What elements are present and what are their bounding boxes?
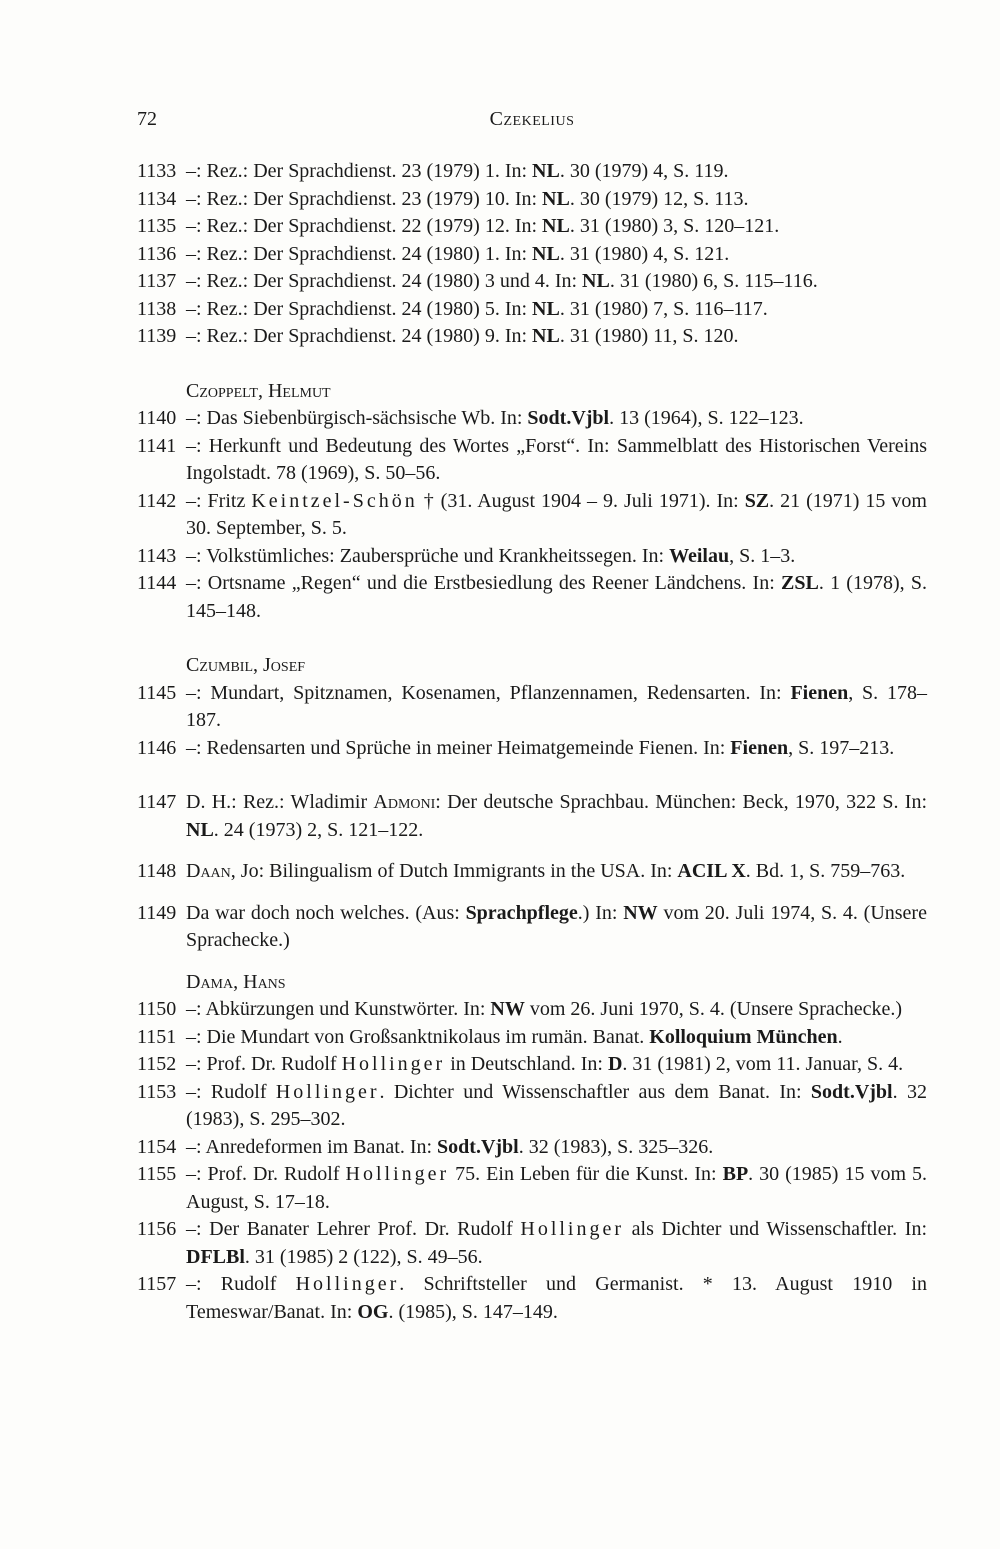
entry-text: –: Anredeformen im Banat. In: Sodt.Vjbl. 32 (1983), S. 325–326. — [186, 1135, 714, 1158]
author-heading: Czoppelt, Helmut — [186, 379, 331, 402]
entry-number: 1148 — [137, 860, 177, 882]
entry-1152 — [137, 1051, 927, 1079]
page-header — [137, 108, 927, 138]
entry-text: Da war doch noch welches. (Aus: Sprachpflege.) In: NW vom 20. Juli 1974, S. 4. (Unsere Sprachecke.) — [186, 901, 927, 951]
entry-number: 1152 — [137, 1053, 177, 1075]
entry-number: 1141 — [137, 434, 177, 457]
entry-1133 — [137, 158, 927, 186]
entry-1154 — [137, 1134, 927, 1162]
entry-1139 — [137, 323, 927, 351]
entry-number: 1144 — [137, 572, 177, 594]
entry-1137 — [137, 268, 927, 296]
spacer — [137, 955, 927, 969]
entry-text: –: Das Siebenbürgisch-sächsische Wb. In: Sodt.Vjbl. 13 (1964), S. 122–123. — [186, 407, 804, 429]
spacer — [137, 844, 927, 858]
entry-1155 — [137, 1161, 927, 1216]
entry-1134 — [137, 186, 927, 214]
entry-text: –: Herkunft und Bedeutung des Wortes „Forst“. In: Sammelblatt des Historischen Vereins Ingolstadt. 78 (1969), S. 50–56. — [186, 434, 927, 484]
entry-1148 — [137, 858, 927, 886]
entry-text: D. H.: Rez.: Wladimir Admoni: Der deutsche Sprachbau. München: Beck, 1970, 322 S. In: NL. 24 (1973) 2, S. 121–122. — [186, 791, 928, 841]
entry-number: 1149 — [137, 901, 177, 924]
entry-number: 1137 — [137, 270, 177, 292]
page-number: 72 — [137, 108, 157, 130]
entry-text: –: Der Banater Lehrer Prof. Dr. Rudolf Hollinger als Dichter und Wissenschaftler. In: DFLBl. 31 (1985) 2 (122), S. 49–56. — [186, 1218, 927, 1268]
entry-1153 — [137, 1079, 927, 1134]
entry-text: –: Rez.: Der Sprachdienst. 23 (1979) 1. In: NL. 30 (1979) 4, S. 119. — [186, 160, 729, 182]
entry-number: 1155 — [137, 1163, 177, 1185]
entry-text: –: Rez.: Der Sprachdienst. 24 (1980) 3 und 4. In: NL. 31 (1980) 6, S. 115–116. — [186, 270, 818, 292]
entry-1138 — [137, 296, 927, 324]
entry-text: –: Rez.: Der Sprachdienst. 22 (1979) 12. In: NL. 31 (1980) 3, S. 120–121. — [186, 215, 780, 237]
entry-text: –: Rez.: Der Sprachdienst. 24 (1980) 5. In: NL. 31 (1980) 7, S. 116–117. — [186, 297, 768, 320]
running-head: Czekelius — [489, 108, 575, 130]
author-heading: Czumbil, Josef — [186, 654, 306, 676]
entry-number: 1154 — [137, 1135, 177, 1158]
spacer — [137, 351, 927, 378]
entry-text: –: Fritz Keintzel-Schön † (31. August 1904 – 9. Juli 1971). In: SZ. 21 (1971) 15 vom 30. September, S. 5. — [186, 489, 927, 539]
entry-number: 1157 — [137, 1273, 177, 1295]
entry-number: 1142 — [137, 489, 177, 512]
entry-1157 — [137, 1271, 927, 1326]
entry-text: –: Rudolf Hollinger. Dichter und Wissenschaftler aus dem Banat. In: Sodt.Vjbl. 32 (1983), S. 295–302. — [186, 1080, 927, 1130]
entry-text: –: Rez.: Der Sprachdienst. 24 (1980) 9. In: NL. 31 (1980) 11, S. 120. — [186, 325, 739, 347]
entry-number: 1134 — [137, 187, 177, 210]
entry-text: –: Mundart, Spitznamen, Kosenamen, Pflanzennamen, Redensarten. In: Fienen, S. 178–187. — [186, 681, 928, 731]
entry-number: 1147 — [137, 791, 177, 813]
entry-number: 1140 — [137, 407, 177, 429]
entry-1135 — [137, 213, 927, 241]
entry-number: 1156 — [137, 1218, 177, 1240]
entry-1136 — [137, 241, 927, 269]
entry-number: 1146 — [137, 736, 177, 759]
entry-number: 1150 — [137, 998, 177, 1020]
entry-text: –: Redensarten und Sprüche in meiner Heimatgemeinde Fienen. In: Fienen, S. 197–213. — [186, 736, 895, 759]
entry-number: 1133 — [137, 160, 177, 182]
entry-text: –: Rez.: Der Sprachdienst. 24 (1980) 1. In: NL. 31 (1980) 4, S. 121. — [186, 242, 730, 265]
entry-1140 — [137, 405, 927, 433]
entry-text: –: Volkstümliches: Zaubersprüche und Krankheitssegen. In: Weilau, S. 1–3. — [186, 544, 796, 567]
entry-1143 — [137, 543, 927, 571]
author-heading: Dama, Hans — [186, 970, 286, 993]
entry-number: 1136 — [137, 242, 177, 265]
entry-text: Daan, Jo: Bilingualism of Dutch Immigrants in the USA. In: ACIL X. Bd. 1, S. 759–763. — [186, 860, 906, 882]
entry-number: 1153 — [137, 1080, 177, 1103]
entry-1141 — [137, 433, 927, 488]
entry-text: –: Prof. Dr. Rudolf Hollinger in Deutschland. In: D. 31 (1981) 2, vom 11. Januar, S. 4. — [186, 1053, 904, 1075]
entry-1156 — [137, 1216, 927, 1271]
entry-number: 1138 — [137, 297, 177, 320]
entry-1147 — [137, 789, 927, 844]
entry-1150 — [137, 996, 927, 1024]
entry-1142 — [137, 488, 927, 543]
spacer — [137, 762, 927, 789]
entry-1149 — [137, 900, 927, 955]
spacer — [137, 886, 927, 900]
entry-number: 1135 — [137, 215, 177, 237]
entry-number: 1151 — [137, 1025, 177, 1048]
entry-text: –: Rudolf Hollinger. Schriftsteller und Germanist. * 13. August 1910 in Temeswar/Banat. In: OG. (1985), S. 147–149. — [186, 1273, 927, 1323]
entry-1146 — [137, 735, 927, 763]
entry-text: –: Die Mundart von Großsanktnikolaus im rumän. Banat. Kolloquium München. — [186, 1025, 843, 1048]
entry-text: –: Rez.: Der Sprachdienst. 23 (1979) 10. In: NL. 30 (1979) 12, S. 113. — [186, 187, 749, 210]
entry-number: 1145 — [137, 681, 177, 704]
entry-1144 — [137, 570, 927, 625]
entry-1151 — [137, 1024, 927, 1052]
entry-text: –: Ortsname „Regen“ und die Erstbesiedlung des Reener Ländchens. In: ZSL. 1 (1978), S. 145–148. — [186, 572, 927, 622]
entry-text: –: Abkürzungen und Kunstwörter. In: NW vom 26. Juni 1970, S. 4. (Unsere Sprachecke.) — [186, 998, 903, 1020]
spacer — [137, 625, 927, 652]
entry-number: 1139 — [137, 325, 177, 347]
entry-number: 1143 — [137, 544, 177, 567]
entry-1145 — [137, 680, 927, 735]
bibliography-list — [137, 158, 927, 1326]
entry-text: –: Prof. Dr. Rudolf Hollinger 75. Ein Leben für die Kunst. In: BP. 30 (1985) 15 vom 5. August, S. 17–18. — [186, 1163, 927, 1213]
